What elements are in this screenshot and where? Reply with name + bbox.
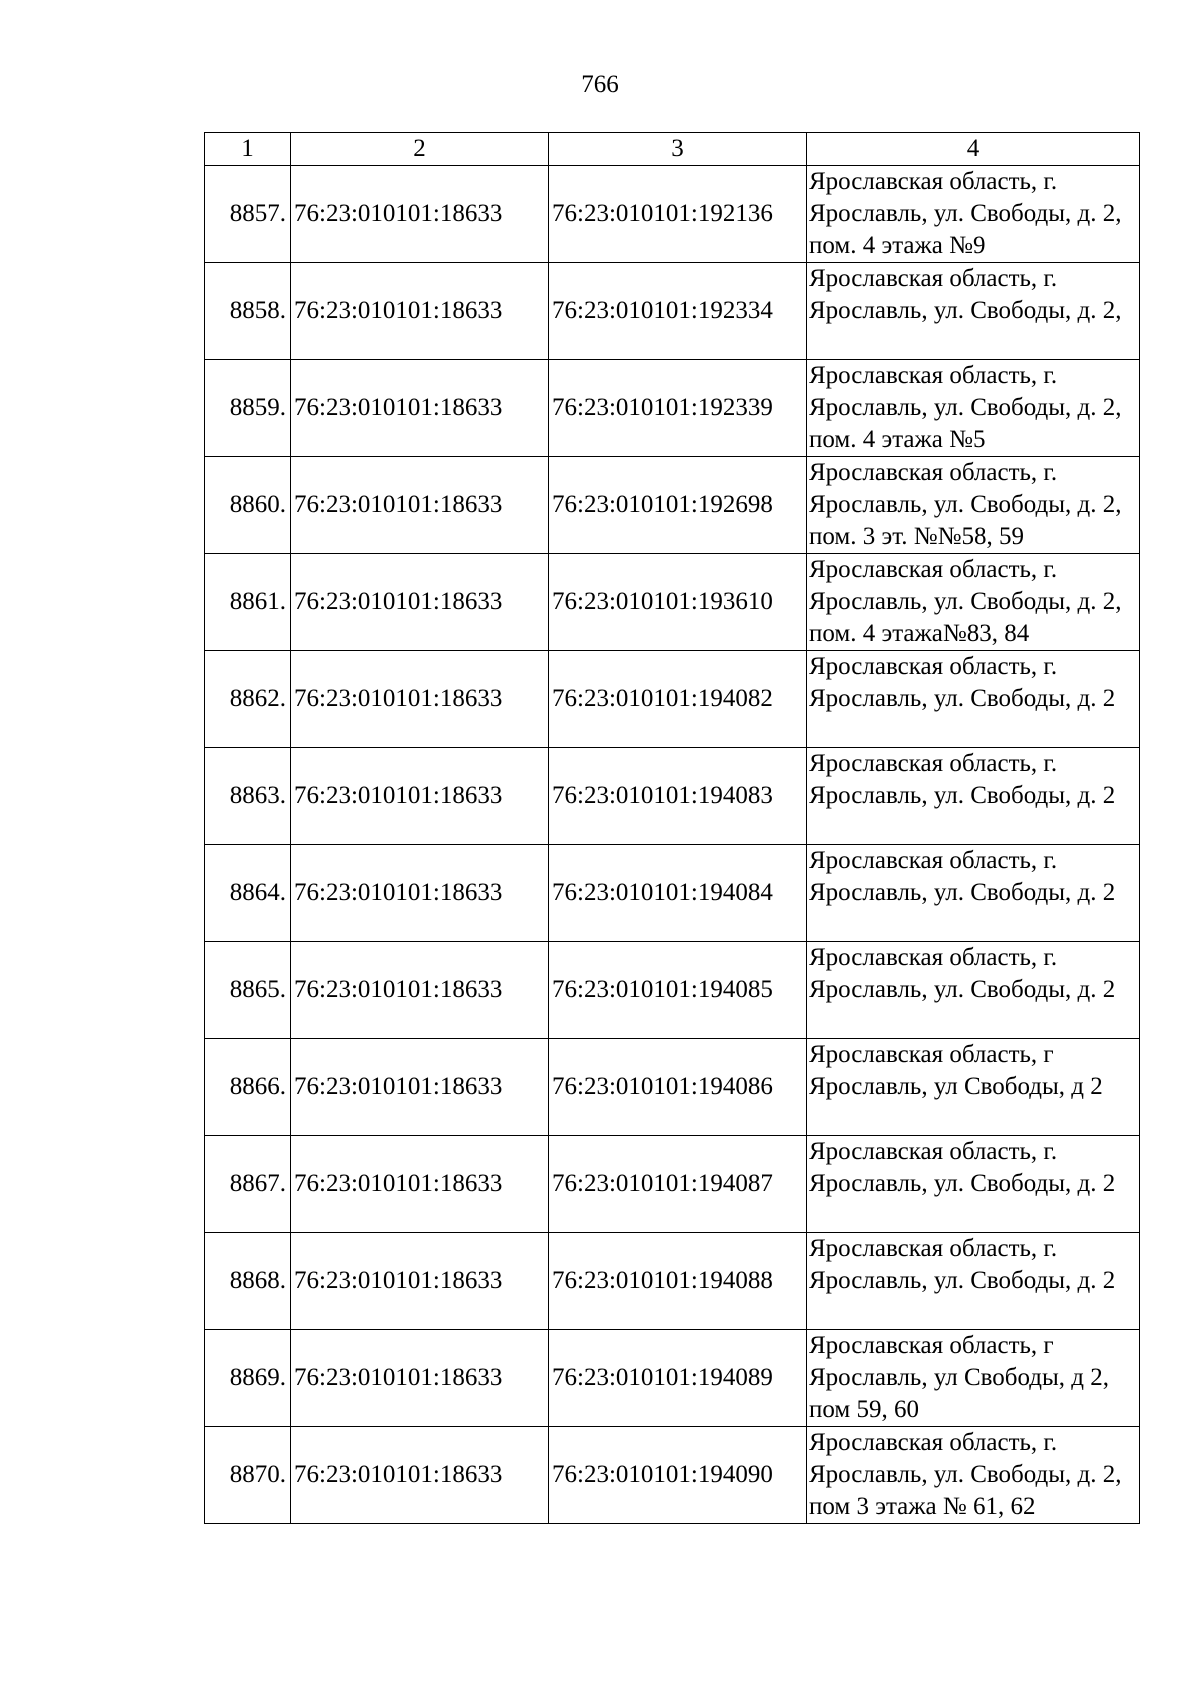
object-cadastral-number: 76:23:010101:194089 [549, 1330, 807, 1427]
parcel-cadastral-number: 76:23:010101:18633 [291, 457, 549, 554]
table-body [205, 166, 1140, 1524]
parcel-cadastral-number: 76:23:010101:18633 [291, 651, 549, 748]
address-cell: Ярославская область, г. Ярославль, ул. Свободы, д. 2 [807, 748, 1140, 845]
column-header-2: 2 [291, 133, 549, 166]
object-cadastral-number: 76:23:010101:194084 [549, 845, 807, 942]
address-cell: Ярославская область, г. Ярославль, ул. Свободы, д. 2, [807, 263, 1140, 360]
table-row [205, 1330, 1140, 1427]
row-number: 8867. [205, 1136, 291, 1233]
parcel-cadastral-number: 76:23:010101:18633 [291, 554, 549, 651]
address-cell: Ярославская область, г. Ярославль, ул. Свободы, д. 2 [807, 1136, 1140, 1233]
address-cell: Ярославская область, г. Ярославль, ул. Свободы, д. 2, пом. 4 этажа №5 [807, 360, 1140, 457]
table-row [205, 554, 1140, 651]
address-cell: Ярославская область, г. Ярославль, ул. Свободы, д. 2, пом. 4 этажа№83, 84 [807, 554, 1140, 651]
parcel-cadastral-number: 76:23:010101:18633 [291, 1330, 549, 1427]
address-cell: Ярославская область, г. Ярославль, ул. Свободы, д. 2, пом. 4 этажа №9 [807, 166, 1140, 263]
row-number: 8860. [205, 457, 291, 554]
parcel-cadastral-number: 76:23:010101:18633 [291, 845, 549, 942]
table-row [205, 360, 1140, 457]
object-cadastral-number: 76:23:010101:194087 [549, 1136, 807, 1233]
row-number: 8869. [205, 1330, 291, 1427]
address-cell: Ярославская область, г Ярославль, ул Свободы, д 2, пом 59, 60 [807, 1330, 1140, 1427]
table-row [205, 1136, 1140, 1233]
parcel-cadastral-number: 76:23:010101:18633 [291, 942, 549, 1039]
parcel-cadastral-number: 76:23:010101:18633 [291, 263, 549, 360]
object-cadastral-number: 76:23:010101:194086 [549, 1039, 807, 1136]
object-cadastral-number: 76:23:010101:192334 [549, 263, 807, 360]
table-header-row [205, 133, 1140, 166]
row-number: 8864. [205, 845, 291, 942]
row-number: 8865. [205, 942, 291, 1039]
address-cell: Ярославская область, г. Ярославль, ул. Свободы, д. 2, пом. 3 эт. №№58, 59 [807, 457, 1140, 554]
column-header-3: 3 [549, 133, 807, 166]
parcel-cadastral-number: 76:23:010101:18633 [291, 1233, 549, 1330]
row-number: 8866. [205, 1039, 291, 1136]
object-cadastral-number: 76:23:010101:193610 [549, 554, 807, 651]
parcel-cadastral-number: 76:23:010101:18633 [291, 166, 549, 263]
row-number: 8863. [205, 748, 291, 845]
page-number: 766 [581, 71, 619, 98]
table-row [205, 457, 1140, 554]
registry-table [204, 132, 1140, 1524]
address-cell: Ярославская область, г. Ярославль, ул. Свободы, д. 2, пом 3 этажа № 61, 62 [807, 1427, 1140, 1524]
address-cell: Ярославская область, г. Ярославль, ул. Свободы, д. 2 [807, 942, 1140, 1039]
table-row [205, 845, 1140, 942]
row-number: 8870. [205, 1427, 291, 1524]
table-row [205, 166, 1140, 263]
table-row [205, 748, 1140, 845]
table-row [205, 263, 1140, 360]
object-cadastral-number: 76:23:010101:194090 [549, 1427, 807, 1524]
parcel-cadastral-number: 76:23:010101:18633 [291, 360, 549, 457]
address-cell: Ярославская область, г. Ярославль, ул. Свободы, д. 2 [807, 1233, 1140, 1330]
table-row [205, 1039, 1140, 1136]
row-number: 8859. [205, 360, 291, 457]
row-number: 8861. [205, 554, 291, 651]
address-cell: Ярославская область, г. Ярославль, ул. Свободы, д. 2 [807, 845, 1140, 942]
address-cell: Ярославская область, г Ярославль, ул Свободы, д 2 [807, 1039, 1140, 1136]
row-number: 8862. [205, 651, 291, 748]
object-cadastral-number: 76:23:010101:192136 [549, 166, 807, 263]
object-cadastral-number: 76:23:010101:194085 [549, 942, 807, 1039]
row-number: 8868. [205, 1233, 291, 1330]
column-header-4: 4 [807, 133, 1140, 166]
address-cell: Ярославская область, г. Ярославль, ул. Свободы, д. 2 [807, 651, 1140, 748]
parcel-cadastral-number: 76:23:010101:18633 [291, 1427, 549, 1524]
object-cadastral-number: 76:23:010101:192339 [549, 360, 807, 457]
object-cadastral-number: 76:23:010101:194083 [549, 748, 807, 845]
parcel-cadastral-number: 76:23:010101:18633 [291, 748, 549, 845]
parcel-cadastral-number: 76:23:010101:18633 [291, 1039, 549, 1136]
object-cadastral-number: 76:23:010101:194088 [549, 1233, 807, 1330]
row-number: 8858. [205, 263, 291, 360]
object-cadastral-number: 76:23:010101:194082 [549, 651, 807, 748]
table-row [205, 651, 1140, 748]
column-header-1: 1 [205, 133, 291, 166]
table-row [205, 1233, 1140, 1330]
table-row [205, 942, 1140, 1039]
table-row [205, 1427, 1140, 1524]
object-cadastral-number: 76:23:010101:192698 [549, 457, 807, 554]
parcel-cadastral-number: 76:23:010101:18633 [291, 1136, 549, 1233]
row-number: 8857. [205, 166, 291, 263]
